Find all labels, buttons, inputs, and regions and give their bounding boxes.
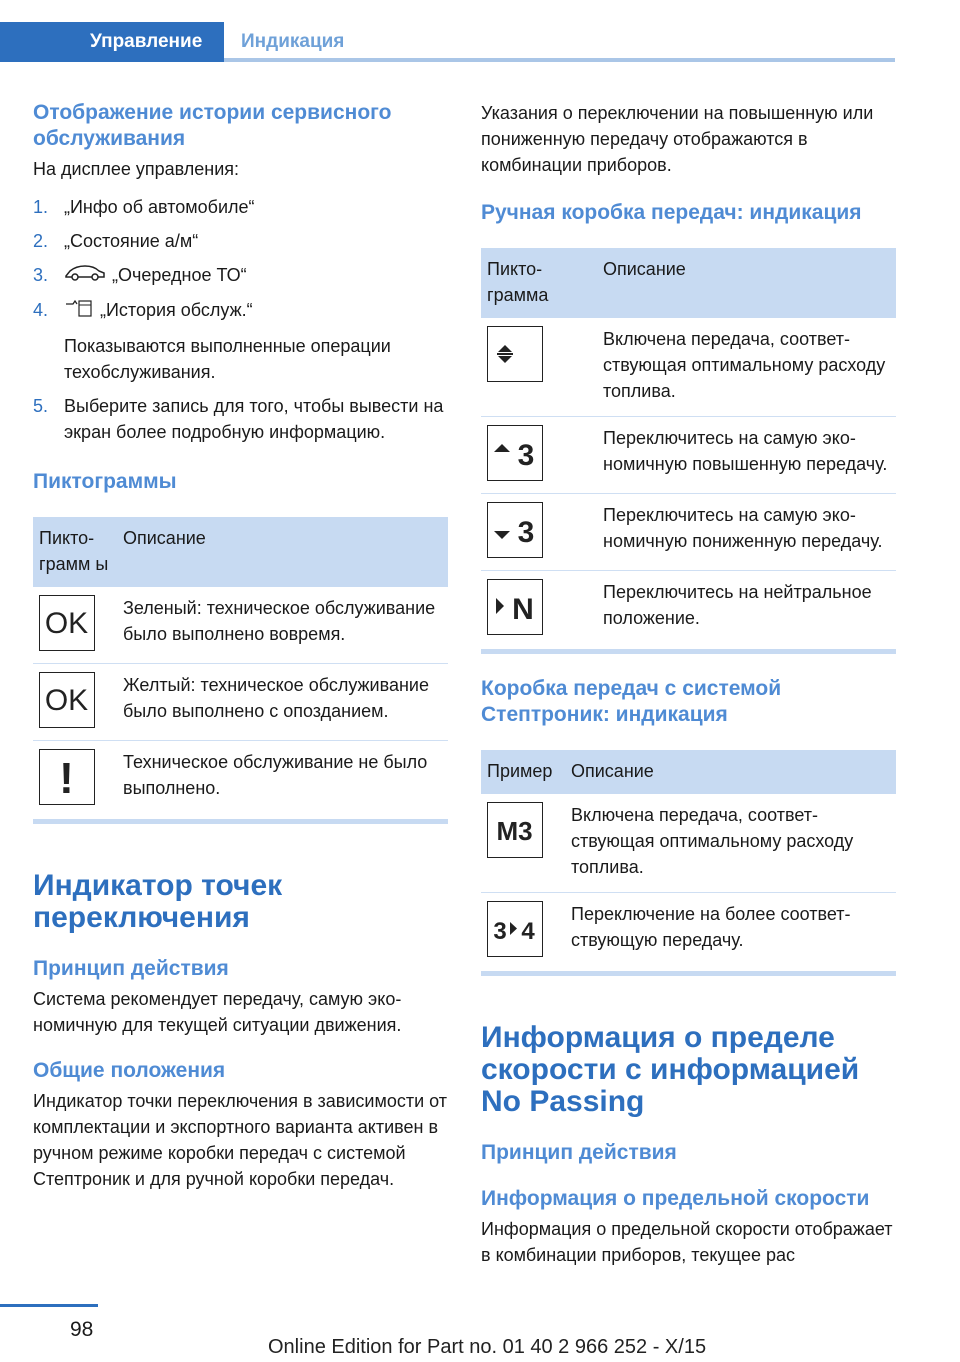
svg-text:4: 4 — [521, 918, 535, 945]
shift-hints-text: Указания о переключении на повышенную или пониженную передачу отображаются в комбинации приборов. — [481, 103, 874, 175]
manual-gearbox-title: Ручная коробка передач: индикация — [481, 201, 862, 224]
table-header: Пиктограмм ы — [33, 517, 117, 587]
downshift-3-icon — [487, 502, 543, 558]
exclamation-icon — [39, 749, 95, 805]
service-history-intro: На дисплее управления: — [33, 159, 240, 179]
manual-gearbox-table — [481, 248, 896, 647]
principle-title: Принцип действия — [33, 957, 229, 980]
steptronic-title: Коробка передач с системой Стептроник: индикация — [481, 677, 782, 726]
header-bar — [0, 22, 895, 62]
table-row: ! Техническое обслуживание не было выполнено. — [33, 741, 448, 818]
ok-yellow-icon — [39, 672, 95, 728]
general-text: Индикатор точки переключения в зависимости от комплектации и экспортного варианта активен в ручном режиме коробки передач с системой Стептроник и для ручной коробки передач. — [33, 1091, 447, 1189]
table-row: N Переключитесь на нейтральное положение. — [481, 571, 896, 648]
svg-text:!: ! — [59, 754, 74, 803]
list-item: 5. Выберите запись для того, чтобы вывести на экран более подробную информацию. — [33, 396, 444, 442]
table-header: Описание — [597, 248, 896, 318]
m3-icon — [487, 802, 543, 858]
table-divider — [481, 649, 896, 654]
table-header: Описание — [565, 750, 896, 794]
svg-text:OK: OK — [44, 684, 89, 717]
steptronic-table — [481, 750, 896, 969]
gear-engaged-icon — [487, 326, 543, 382]
speed-info-title: Информация о предельной скорости — [481, 1187, 870, 1210]
svg-text:3: 3 — [517, 439, 535, 472]
svg-text:OK: OK — [44, 607, 89, 640]
car-icon — [64, 263, 106, 289]
table-row: 3 4 Переключение на более соответствующую передачу. — [481, 893, 896, 970]
speed-info-text: Информация о предельной скорости отображает в комбинации приборов, текущее рас — [481, 1219, 893, 1265]
tab-control[interactable]: Управление — [0, 22, 224, 62]
table-row: 3 Переключитесь на самую экономичную повышенную передачу. — [481, 417, 896, 494]
list-item: 4. „История обслуж.“ Показываются выполненные операции техобслуживания. — [33, 297, 448, 385]
table-row: OK Желтый: техническое обслуживание было выполнено с опозданием. — [33, 664, 448, 741]
general-title: Общие положения — [33, 1059, 226, 1082]
footer-line — [0, 1304, 98, 1307]
service-calendar-icon — [64, 298, 94, 325]
table-row: M3 Включена передача, соответствующая оптимальному расходу топлива. — [481, 794, 896, 893]
steps-list — [33, 194, 448, 445]
upshift-3-icon — [487, 425, 543, 481]
page-number: 98 — [70, 1318, 94, 1341]
left-column — [33, 100, 448, 1192]
table-row: Включена передача, соответствующая оптимальному расходу топлива. — [481, 318, 896, 417]
pictograms-table — [33, 517, 448, 817]
svg-text:M3: M3 — [496, 816, 533, 846]
service-history-title: Отображение истории сервисного обслуживания — [33, 101, 392, 150]
neutral-n-icon — [487, 579, 543, 635]
list-item: 1. „Инфо об автомобиле“ — [33, 197, 255, 217]
principle-text: Система рекомендует передачу, самую экономичную для текущей ситуации движения. — [33, 989, 402, 1035]
right-column — [481, 100, 896, 1268]
edition-info: Online Edition for Part no. 01 40 2 966 252 - X/15 — [268, 1336, 707, 1358]
svg-text:3: 3 — [493, 918, 507, 945]
table-row: 3 Переключитесь на самую экономичную пониженную передачу. — [481, 494, 896, 571]
table-row: OK Зеленый: техническое обслуживание было выполнено вовремя. — [33, 587, 448, 664]
svg-text:N: N — [512, 593, 534, 626]
pictograms-title: Пиктограммы — [33, 470, 177, 493]
table-header: Пример — [481, 750, 565, 794]
tab-display[interactable]: Индикация — [241, 31, 345, 52]
table-divider — [481, 971, 896, 976]
table-header: Пиктограмма — [481, 248, 597, 318]
step4-note: Показываются выполненные операции техобслуживания. — [64, 336, 391, 382]
table-divider — [33, 819, 448, 824]
speed-limit-title: Информация о пределе скорости с информацией No Passing — [481, 1021, 860, 1118]
svg-text:3: 3 — [517, 516, 535, 549]
shift-indicator-title: Индикатор точек переключения — [33, 869, 283, 934]
ok-green-icon — [39, 595, 95, 651]
list-item: 3. „Очередное ТО“ — [33, 262, 448, 289]
list-item: 2. „Состояние а/м“ — [33, 231, 199, 251]
principle-title: Принцип действия — [481, 1141, 677, 1164]
table-header: Описание — [117, 517, 448, 587]
shift-3-to-4-icon — [487, 901, 543, 957]
